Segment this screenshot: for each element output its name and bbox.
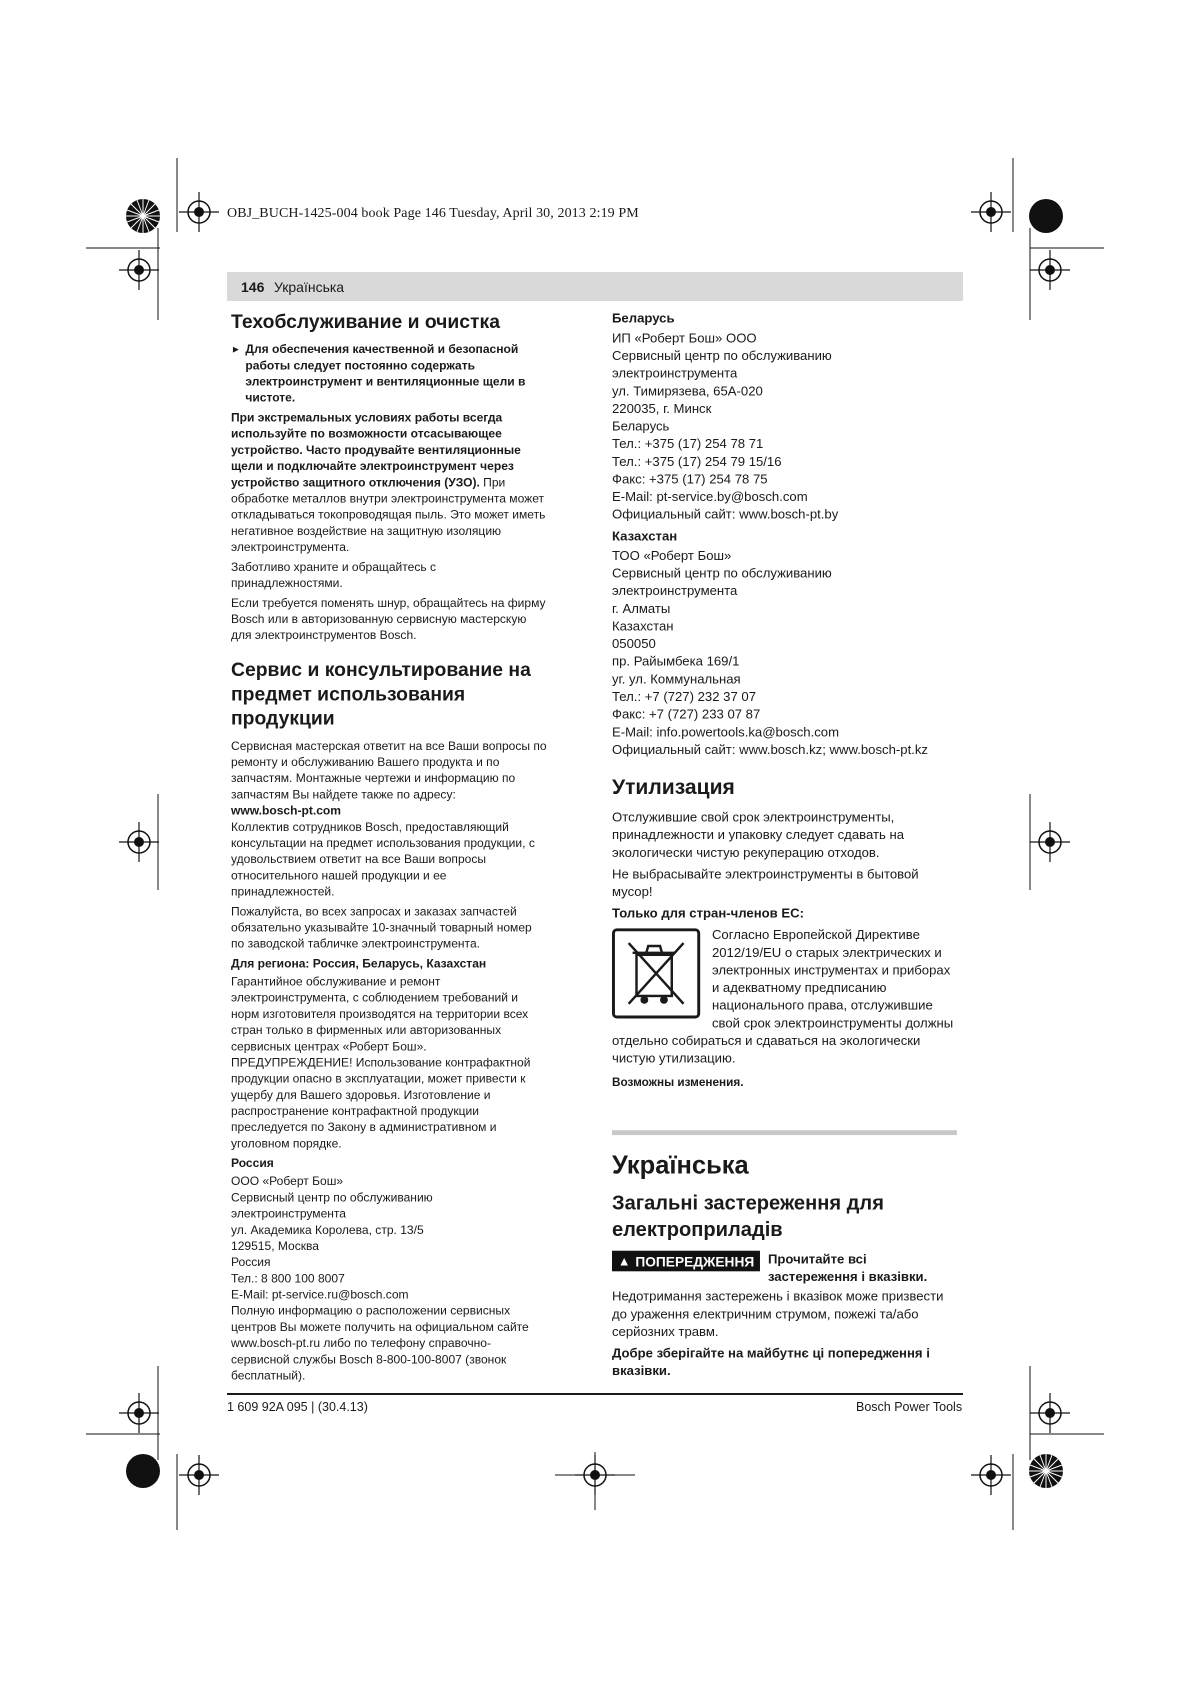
page-language: Українська	[274, 279, 345, 295]
russia-address	[231, 1174, 548, 1304]
belarus-heading: Беларусь	[612, 310, 675, 326]
warning-triangle-icon: ▲	[617, 1253, 631, 1268]
service-paragraph-4: Гарантийное обслуживание и ремонт электроинструмента, с соблюдением требований и норм изготовителя производятся на территории всех стран только в фирменных или авторизованных сервисных центрах «Роберт Бош».	[231, 974, 529, 1053]
address-line: ТОО «Роберт Бош»	[612, 548, 732, 563]
belarus-address	[612, 330, 957, 524]
disposal-paragraph-1: Отслужившие свой срок электроинструменты, принадлежности и упаковку следует сдавать на экологически чистую рекуперацию отходов.	[612, 809, 905, 860]
page-number: 146	[241, 279, 265, 295]
maintenance-bold-text: При экстремальных условиях работы всегда используйте по возможности отсасывающее устройство. Часто продувайте вентиляционные щели и подключайте электроинструмент через устройство защитного отключения (УЗО).	[231, 410, 521, 489]
service-paragraph-3: Пожалуйста, во всех запросах и заказах запчастей обязательно указывайте 10-значный товарный номер по заводской табличке электроинструмента.	[231, 904, 532, 951]
bullet-arrow-icon: ►	[231, 344, 241, 355]
address-line: Тел.: 8 800 100 8007	[231, 1271, 345, 1286]
russia-heading: Россия	[231, 1156, 274, 1170]
service-paragraph-2: Коллектив сотрудников Bosch, предоставляющий консультации на предмет использования продукции, с удовольствием ответит на все Ваши вопросы относительного нашей продукции и ее принадлежностей.	[231, 820, 535, 899]
address-line: Тел.: +375 (17) 254 78 71	[612, 436, 764, 452]
section-title-disposal: Утилизация	[612, 775, 735, 799]
disposal-paragraph-2: Не выбрасывайте электроинструменты в бытовой мусор!	[612, 866, 919, 899]
service-warning: ПРЕДУПРЕЖДЕНИЕ! Использование контрафактной продукции опасно в эксплуатации, может привести к ущербу для Вашего здоровья. Изготовление и распространение контрафактной продукции преследуется по Закону в административном и уголовном порядке.	[231, 1055, 531, 1151]
address-line: 129515, Москва	[231, 1239, 320, 1253]
address-line: Официальный сайт: www.bosch.kz; www.bosch-pt.kz	[612, 742, 928, 757]
eu-directive-block	[612, 926, 957, 1067]
service-paragraph-1: Сервисная мастерская ответит на все Ваши вопросы по ремонту и обслуживанию Вашего продукта и по запчастям. Монтажные чертежи и информацию по запчастям Вы найдете также по адресу:	[231, 739, 547, 802]
maintenance-paragraph-1	[231, 410, 548, 556]
section-title-service: Сервис и консультирование на предмет использования продукции	[231, 659, 531, 730]
address-line: Тел.: +375 (17) 254 79 15/16	[612, 454, 782, 469]
address-line: ул. Академика Королева, стр. 13/5	[231, 1222, 424, 1237]
warning-badge-label: ПОПЕРЕДЖЕННЯ	[635, 1253, 755, 1269]
maintenance-paragraph-3: Если требуется поменять шнур, обращайтесь на фирму Bosch или в авторизованную сервисную мастерскую для электроинструментов Bosch.	[231, 596, 546, 642]
kazakhstan-heading: Казахстан	[612, 528, 678, 544]
kazakhstan-address	[612, 547, 957, 759]
page-header-band	[227, 272, 963, 301]
address-line: Россия	[231, 1255, 271, 1269]
address-line: Сервисный центр по обслуживанию электроинструмента	[612, 565, 832, 599]
section-title-general-warnings: Загальні застереження для електроприладів	[612, 1191, 884, 1241]
region-heading: Для региона: Россия, Беларусь, Казахстан	[231, 956, 487, 971]
russia-note: Полную информацию о расположении сервисных центров Вы можете получить на официальном сайте www.bosch-pt.ru либо по телефону справочно-сервисной службы Bosch 8-800-100-8007 (звонок бесплатный).	[231, 1303, 529, 1383]
maintenance-paragraph-2: Заботливо храните и обращайтесь с принадлежностями.	[231, 560, 437, 590]
warning-badge	[612, 1251, 760, 1272]
address-line: E-Mail: pt-service.by@bosch.com	[612, 489, 808, 505]
print-slug: OBJ_BUCH-1425-004 book Page 146 Tuesday, April 30, 2013 2:19 PM	[227, 206, 639, 221]
address-line: ул. Тимирязева, 65А-020	[612, 383, 763, 399]
footer-rule	[227, 1393, 963, 1395]
address-line: Сервисный центр по обслуживанию электроинструмента	[612, 348, 832, 381]
right-column	[612, 310, 957, 1384]
footer-doc-number: 1 609 92A 095 | (30.4.13)	[227, 1400, 368, 1414]
address-line: 220035, г. Минск	[612, 401, 712, 416]
address-line: Тел.: +7 (727) 232 37 07	[612, 689, 757, 704]
language-title: Українська	[612, 1149, 749, 1180]
changes-note: Возможны изменения.	[612, 1075, 744, 1090]
maintenance-bullet	[231, 341, 548, 406]
eu-directive-text: Согласно Европейской Директиве 2012/19/EU о старых электрических и электронных инструментах и приборах и адекватному предписанию национального права, отслужившие свой срок электроинструменты должны отдельно собираться и сдаваться на экологически чистую утилизацию.	[612, 927, 954, 1066]
ua-paragraph-2: Добре зберігайте на майбутнє ці попередження і вказівки.	[612, 1345, 930, 1379]
warning-row	[612, 1251, 957, 1286]
left-column	[231, 310, 548, 1384]
address-line: E-Mail: pt-service.ru@bosch.com	[231, 1287, 409, 1302]
footer-brand: Bosch Power Tools	[856, 1400, 963, 1414]
address-line: Факс: +7 (727) 233 07 87	[612, 706, 761, 722]
address-line: Сервисный центр по обслуживанию электроинструмента	[231, 1190, 433, 1221]
address-line: пр. Райымбека 169/1	[612, 653, 740, 669]
address-line: ИП «Роберт Бош» ООО	[612, 330, 757, 346]
ua-paragraph-1: Недотримання застережень і вказівок може призвести до ураження електричним струмом, пожежі та/або серйозних травм.	[612, 1288, 944, 1339]
address-line: Официальный сайт: www.bosch-pt.by	[612, 506, 839, 522]
maintenance-text: При обработке металлов внутри электроинструмента может откладываться токопроводящая пыль. Это может иметь негативное воздействие на защитную изоляцию электроинструмента.	[231, 475, 546, 554]
address-line: Казахстан	[612, 618, 674, 634]
address-line: ООО «Роберт Бош»	[231, 1174, 344, 1188]
section-divider	[612, 1130, 957, 1135]
service-url: www.bosch-pt.com	[231, 803, 341, 818]
address-line: Факс: +375 (17) 254 78 75	[612, 471, 768, 487]
address-line: уг. ул. Коммунальная	[612, 671, 741, 687]
maintenance-bullet-text: Для обеспечения качественной и безопасной работы следует постоянно содержать электроинструмент и вентиляционные щели в чистоте.	[245, 342, 526, 405]
section-title-maintenance: Техобслуживание и очистка	[231, 310, 500, 333]
address-line: г. Алматы	[612, 601, 671, 616]
warning-text: Прочитайте всі застереження і вказівки.	[767, 1251, 928, 1285]
address-line: 050050	[612, 636, 656, 652]
address-line: E-Mail: info.powertools.ka@bosch.com	[612, 724, 840, 740]
crossed-bin-icon	[612, 928, 700, 1018]
eu-only-heading: Только для стран-членов ЕС:	[612, 905, 804, 921]
address-line: Беларусь	[612, 418, 670, 434]
